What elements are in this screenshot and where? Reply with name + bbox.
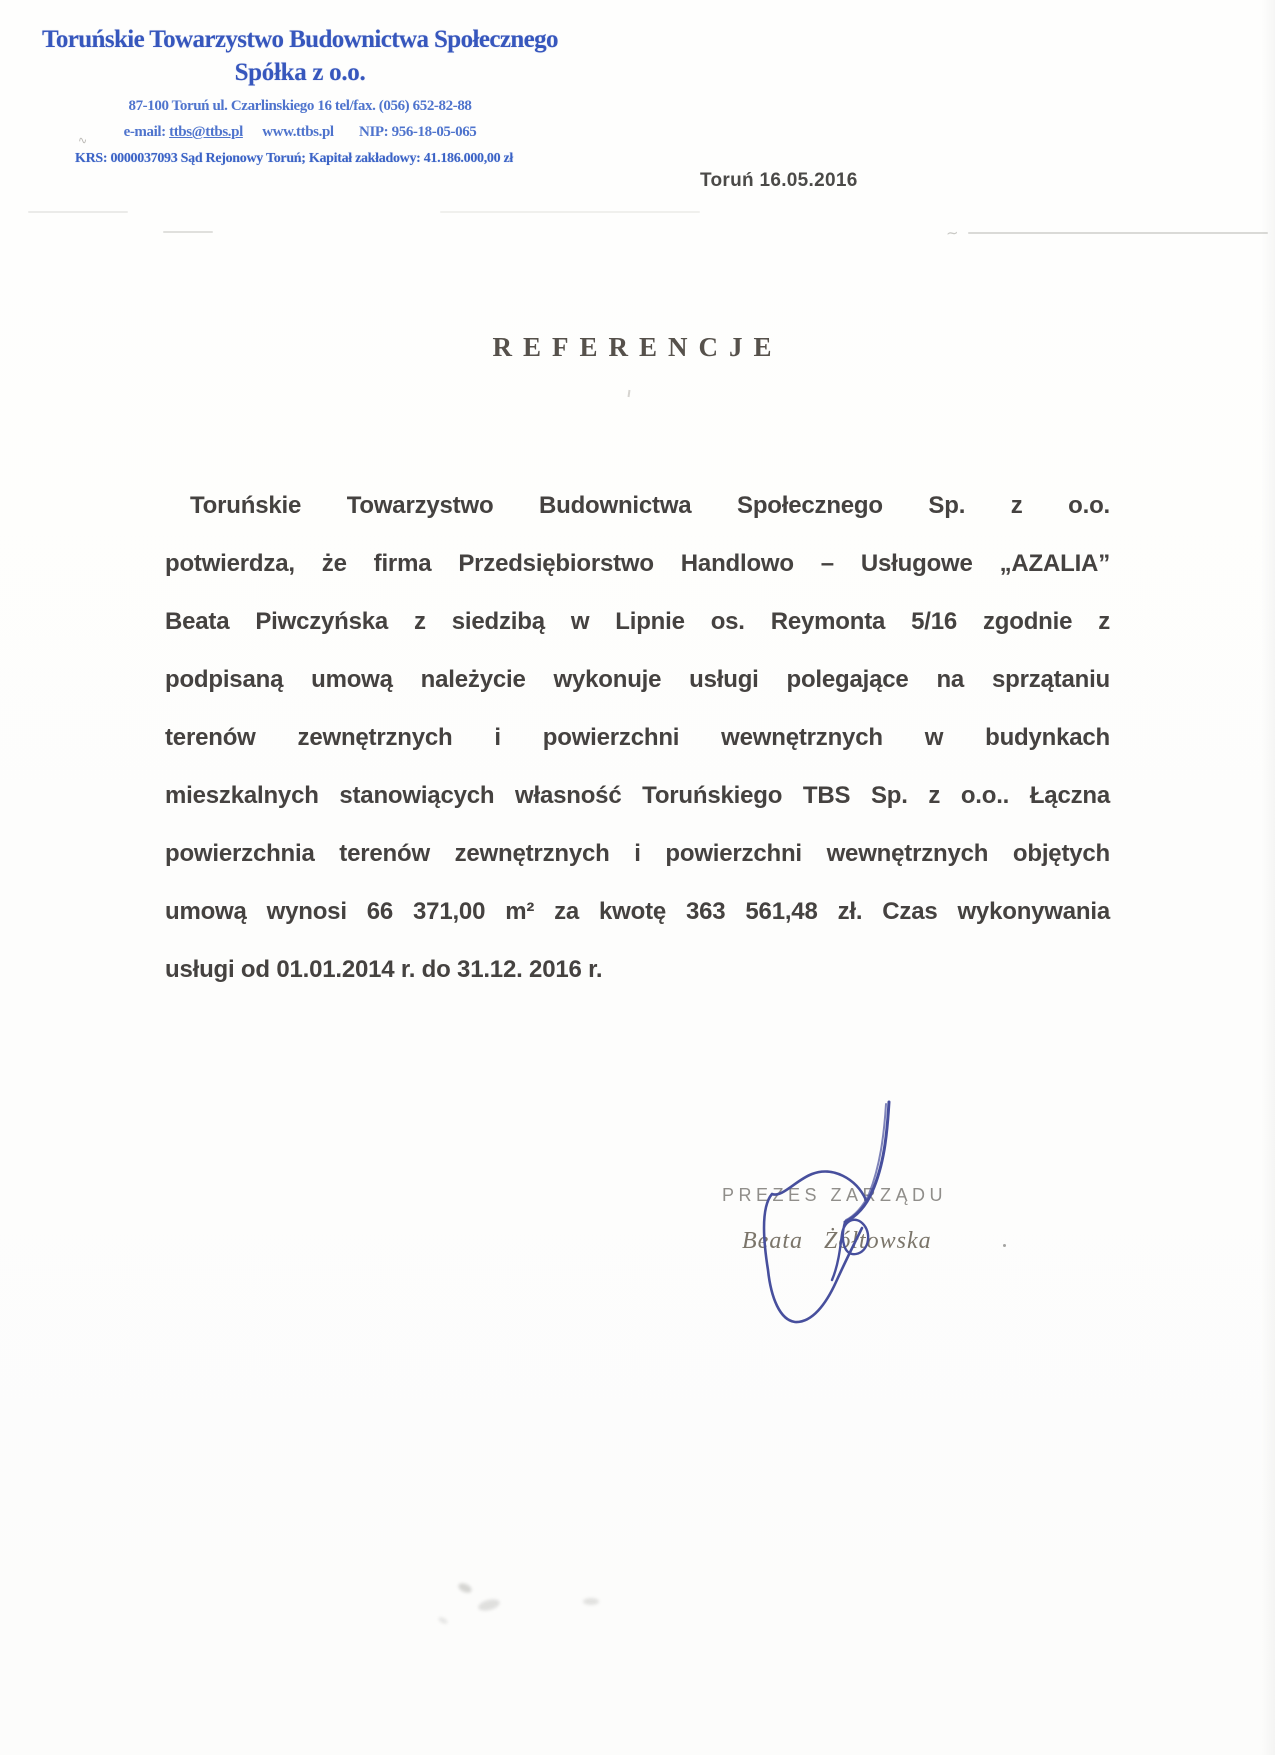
scan-fold-line (163, 231, 213, 233)
pen-squiggle-mark: ∿ (77, 133, 87, 148)
scan-smudge (457, 1581, 473, 1594)
body-line: potwierdza, że firma Przedsiębiorstwo Handlowo – Usługowe „AZALIA” (165, 550, 1110, 577)
body-line: umową wynosi 66 371,00 m² za kwotę 363 561,48 zł. Czas wykonywania (165, 898, 1110, 925)
body-line: Toruńskie Towarzystwo Budownictwa Społecznego Sp. z o.o. (190, 492, 1110, 519)
website-address: www.ttbs.pl (262, 124, 334, 140)
document-title: REFERENCJE (492, 332, 783, 362)
letterhead (40, 24, 560, 168)
place-and-date: Toruń 16.05.2016 (700, 170, 858, 191)
signatory-name: Beata Żółtowska (742, 1228, 932, 1254)
body-line: podpisaną umową należycie wykonuje usługi polegające na sprzątaniu (165, 666, 1110, 693)
body-line: usługi od 01.01.2014 r. do 31.12. 2016 r. (165, 956, 603, 983)
scan-fold-line (440, 211, 700, 213)
email-address: ttbs@ttbs.pl (169, 124, 243, 140)
body-line: terenów zewnętrznych i powierzchni wewnętrznych w budynkach (165, 724, 1110, 751)
nip-number: NIP: 956-18-05-065 (359, 124, 477, 140)
signatory-role: PREZES ZARZĄDU (722, 1185, 948, 1205)
email-label: e-mail: (123, 124, 166, 140)
scan-speck (628, 390, 631, 397)
company-contact-line (40, 122, 560, 143)
scan-smudge (477, 1597, 501, 1612)
body-line: Beata Piwczyńska z siedzibą w Lipnie os. Reymonta 5/16 zgodnie z (165, 608, 1110, 635)
scan-fold-mark: ∼ (945, 224, 960, 243)
scan-fold-line (28, 211, 128, 213)
company-name: Toruńskie Towarzystwo Budownictwa Społecznego (42, 26, 558, 53)
scan-smudge (437, 1616, 448, 1625)
body-line: powierzchnia terenów zewnętrznych i powierzchni wewnętrznych objętych (165, 840, 1110, 867)
company-legal-form: Spółka z o.o. (234, 59, 366, 86)
scan-smudge (583, 1598, 599, 1605)
krs-line: KRS: 0000037093 Sąd Rejonowy Toruń; Kapitał zakładowy: 41.186.000,00 zł (75, 151, 514, 166)
company-address: 87-100 Toruń ul. Czarlinskiego 16 tel/fax. (056) 652-82-88 (128, 98, 472, 114)
scan-speck (1003, 1244, 1006, 1247)
body-line: mieszkalnych stanowiących własność Toruńskiego TBS Sp. z o.o.. Łączna (165, 782, 1110, 809)
scan-fold-line (968, 232, 1268, 234)
letter-body (165, 477, 1110, 999)
